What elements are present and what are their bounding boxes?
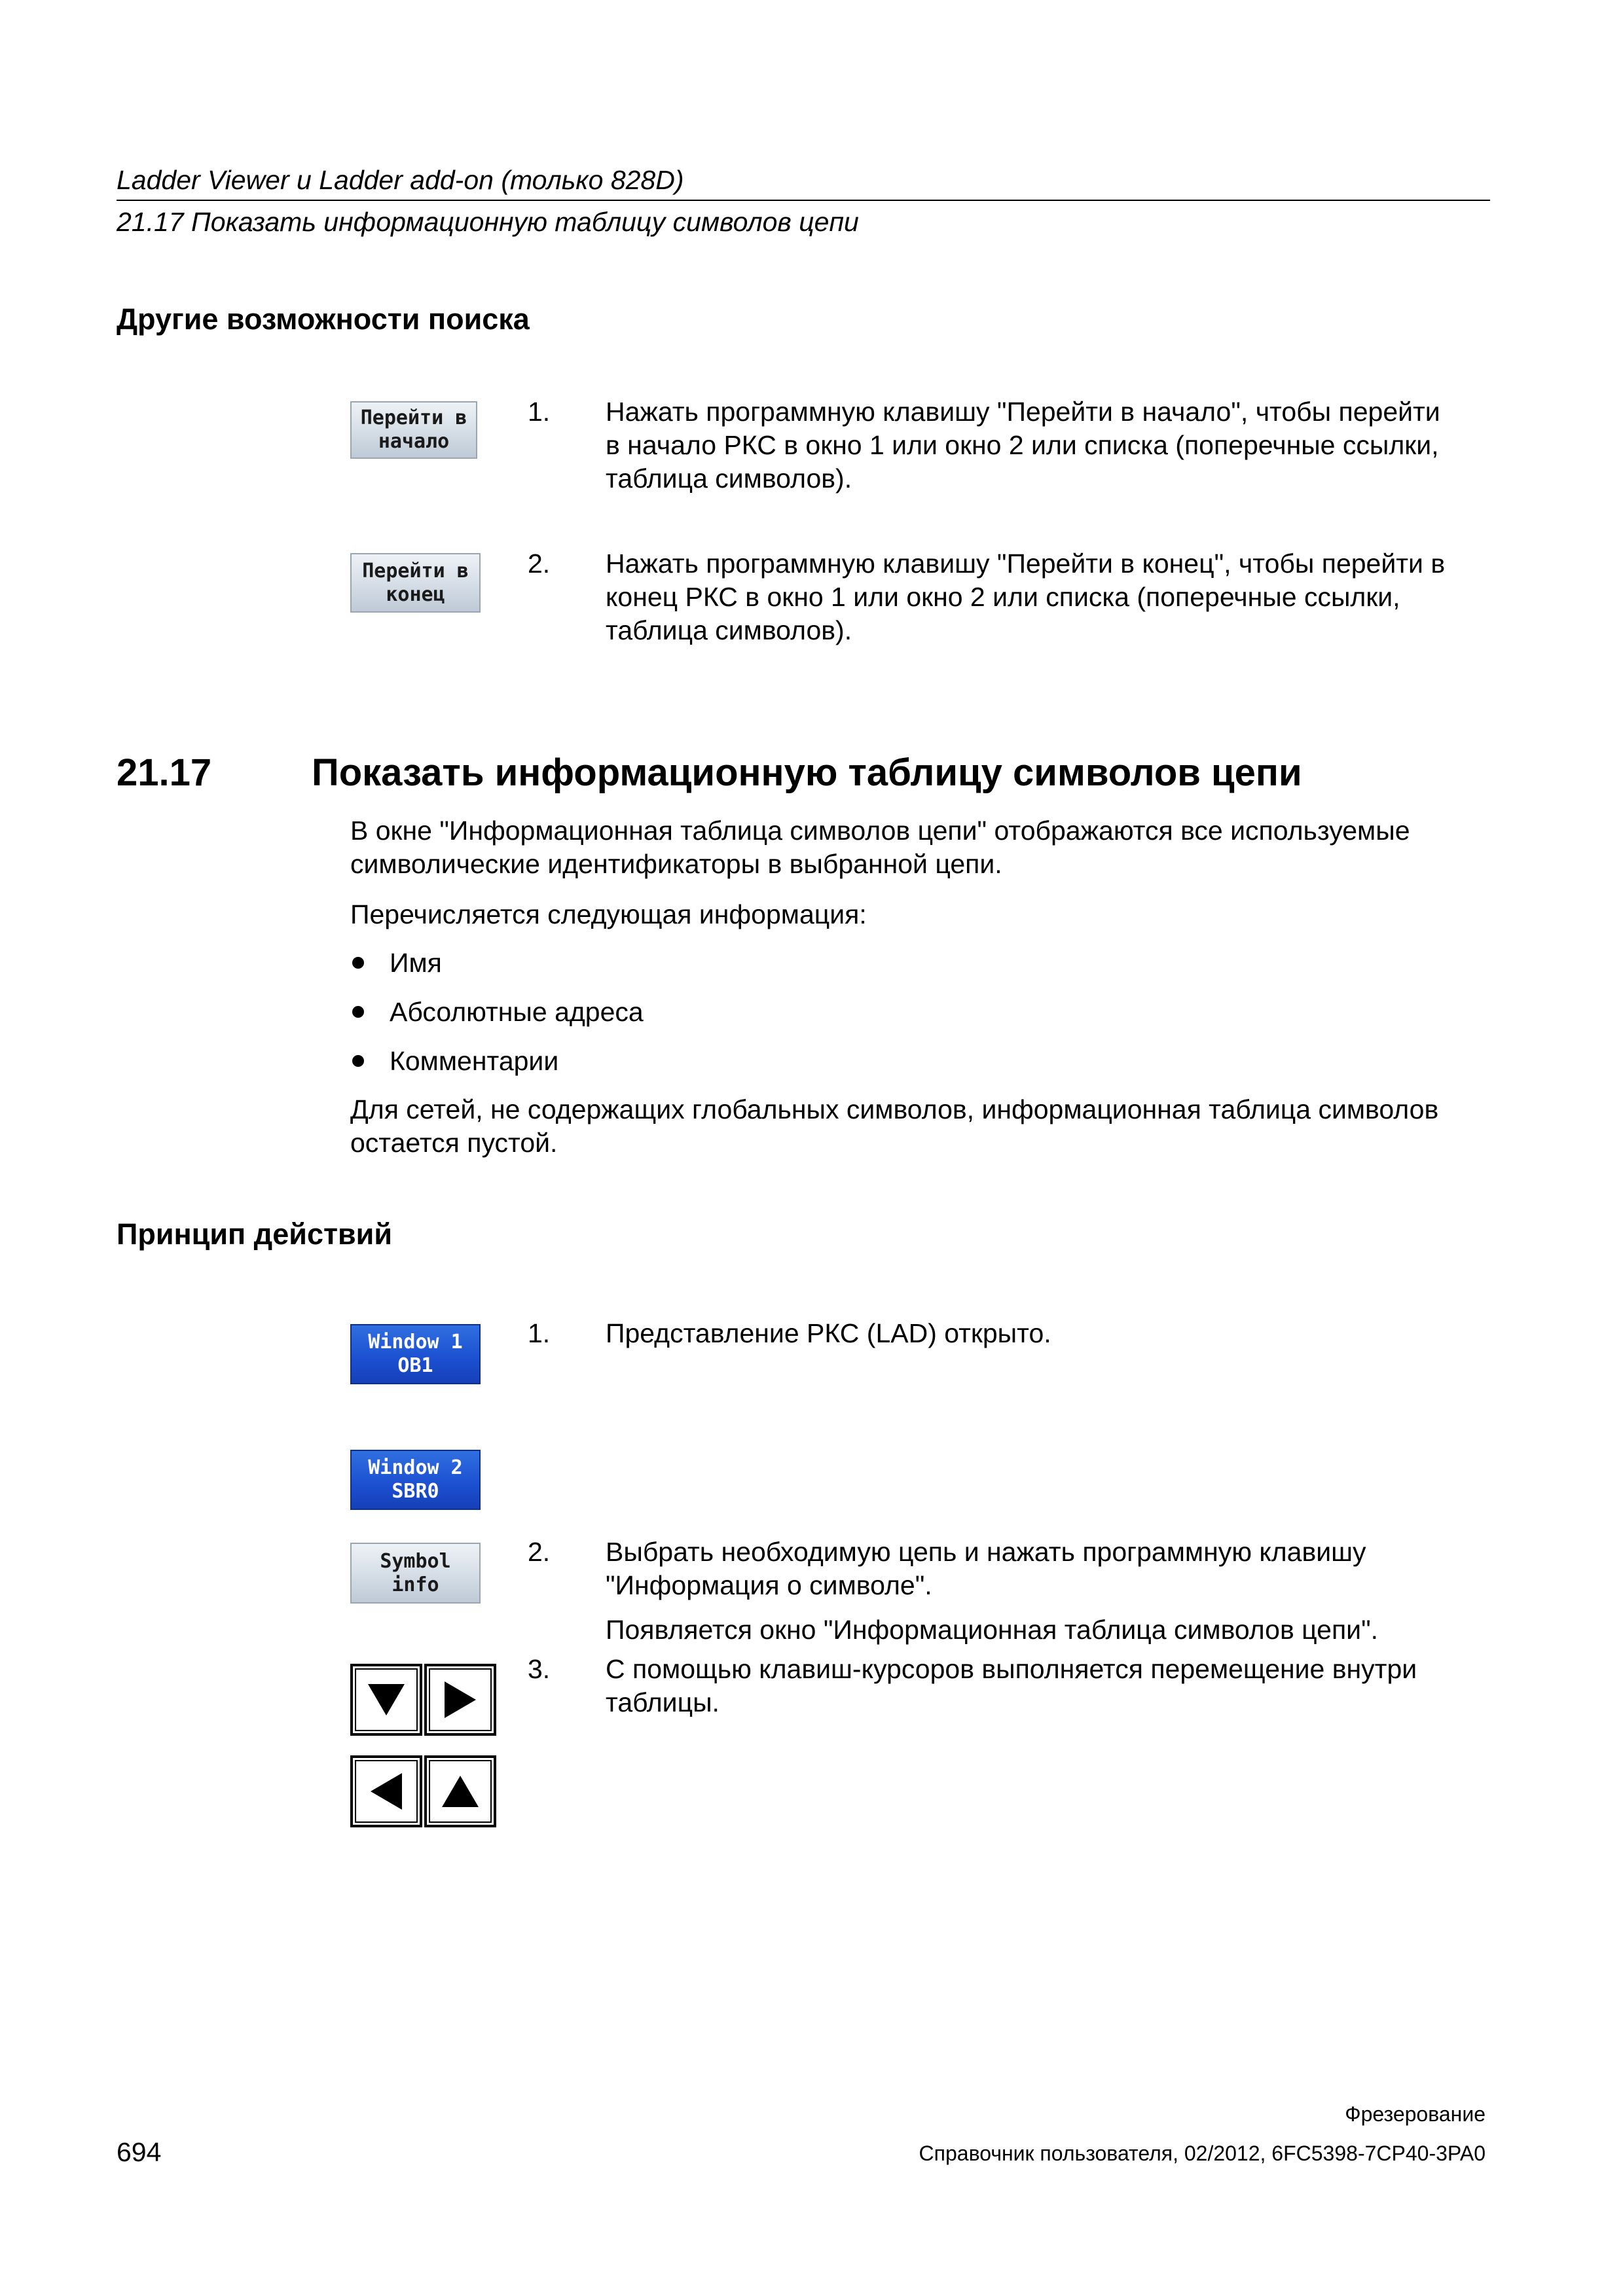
window2-softkey[interactable] [350,1450,481,1510]
softkey-label: SBR0 [392,1480,439,1503]
search-heading: Другие возможности поиска [117,302,530,336]
step-number: 3. [528,1654,551,1684]
softkey-label: начало [378,430,450,453]
softkey-label: Перейти в [362,559,469,583]
header-rule [117,200,1490,201]
running-header-section: 21.17 Показать информационную таблицу символов цепи [117,207,859,237]
arrow-left-icon [371,1773,402,1810]
note-paragraph: Для сетей, не содержащих глобальных символов, информационная таблица символов остается пустой. [350,1094,1439,1158]
cursor-up-key[interactable] [424,1755,496,1827]
chapter-number: 21.17 [117,751,212,794]
step-text: Нажать программную клавишу "Перейти в конец", чтобы перейти в конец РКС в окно 1 или окно 2 или списка (поперечные ссылки, таблица символов). [606,548,1446,645]
step-result: Появляется окно "Информационная таблица символов цепи". [606,1615,1379,1645]
step-text: Выбрать необходимую цепь и нажать программную клавишу "Информация о символе". [606,1537,1366,1600]
page-number: 694 [117,2137,162,2167]
step-number: 2. [528,1537,551,1567]
softkey-label: Symbol [380,1549,451,1573]
softkey-label: OB1 [397,1354,433,1377]
step-number: 2. [528,548,551,579]
cursor-down-key[interactable] [350,1664,422,1736]
cursor-right-key[interactable] [424,1664,496,1736]
goto-end-softkey[interactable] [350,553,481,613]
chapter-title: Показать информационную таблицу символов цепи [312,751,1302,794]
cursor-left-key[interactable] [350,1755,422,1827]
procedure-heading: Принцип действий [117,1217,392,1251]
bullet-item: Имя [390,948,442,978]
softkey-label: info [392,1573,439,1596]
footer-product: Фрезерование [1345,2102,1486,2126]
softkey-label: конец [386,583,445,606]
bullet-icon [352,1006,364,1018]
bullet-icon [352,957,364,969]
list-intro: Перечисляется следующая информация: [350,899,867,929]
intro-paragraph: В окне "Информационная таблица символов цепи" отображаются все используемые символические идентификаторы в выбранной цепи. [350,816,1410,879]
step-number: 1. [528,1318,551,1348]
softkey-label: Window 1 [368,1331,463,1354]
arrow-right-icon [445,1681,476,1718]
step-text: С помощью клавиш-курсоров выполняется перемещение внутри таблицы. [606,1654,1417,1717]
goto-start-softkey[interactable] [350,401,477,459]
symbol-info-softkey[interactable] [350,1543,481,1604]
running-header-title: Ladder Viewer и Ladder add-on (только 828D) [117,165,684,195]
softkey-label: Window 2 [368,1456,463,1479]
softkey-label: Перейти в [360,406,467,429]
window1-softkey[interactable] [350,1324,481,1384]
step-text: Представление РКС (LAD) открыто. [606,1318,1051,1348]
arrow-up-icon [442,1776,479,1807]
step-text: Нажать программную клавишу "Перейти в начало", чтобы перейти в начало РКС в окно 1 или окно 2 или списка (поперечные ссылки, таблица символов). [606,397,1440,493]
arrow-down-icon [368,1684,405,1715]
footer-manual: Справочник пользователя, 02/2012, 6FC5398-7CP40-3PA0 [919,2142,1486,2165]
bullet-item: Комментарии [390,1046,559,1076]
step-number: 1. [528,397,551,427]
bullet-icon [352,1055,364,1067]
bullet-item: Абсолютные адреса [390,997,644,1027]
